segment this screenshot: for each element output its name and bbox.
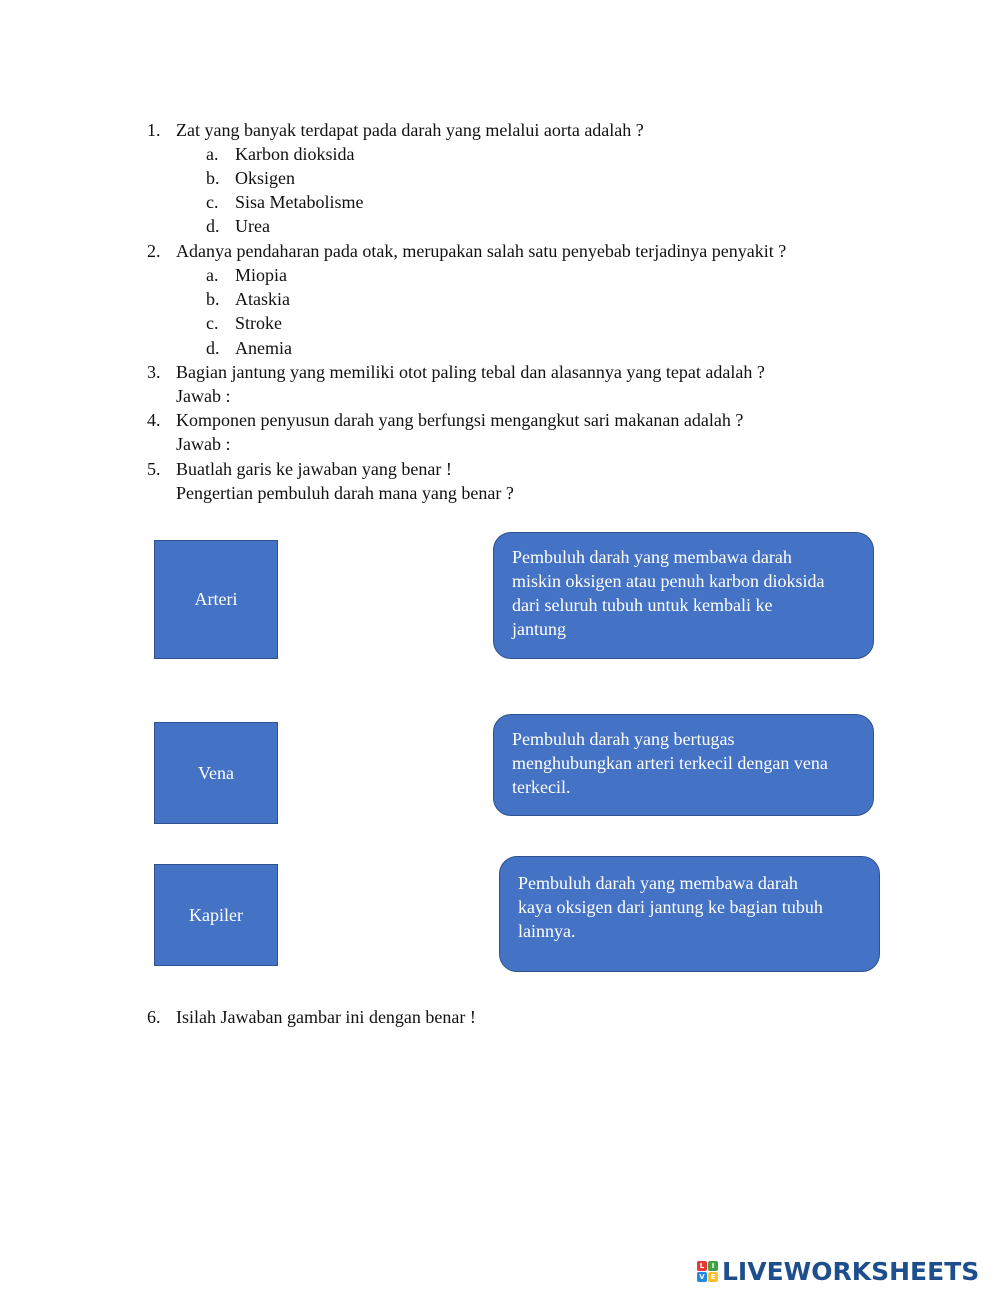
question-1-number: 1.	[147, 120, 161, 140]
q1-option-d[interactable]: Urea	[235, 216, 270, 236]
term-arteri[interactable]: Arteri	[154, 540, 278, 659]
question-2-number: 2.	[147, 241, 161, 261]
question-2-text: Adanya pendaharan pada otak, merupakan salah satu penyebab terjadinya penyakit ?	[176, 241, 787, 261]
definition-2-line-1: Pembuluh darah yang bertugas	[512, 729, 735, 749]
q2-option-c-letter: c.	[206, 313, 219, 333]
definition-3[interactable]	[499, 856, 880, 972]
question-4-number: 4.	[147, 410, 161, 430]
logo-cubes-icon	[697, 1261, 718, 1282]
question-3-answer-label: Jawab :	[176, 386, 231, 406]
q2-option-d-letter: d.	[206, 338, 220, 358]
q2-option-b-letter: b.	[206, 289, 220, 309]
definition-1-line-2: miskin oksigen atau penuh karbon dioksida	[512, 571, 825, 591]
definition-1[interactable]	[493, 532, 874, 659]
q1-option-a[interactable]: Karbon dioksida	[235, 144, 355, 164]
term-vena[interactable]: Vena	[154, 722, 278, 824]
definition-2-line-3: terkecil.	[512, 777, 571, 797]
q1-option-d-letter: d.	[206, 216, 220, 236]
q2-option-a[interactable]: Miopia	[235, 265, 287, 285]
question-3-number: 3.	[147, 362, 161, 382]
logo-cube-i: I	[708, 1261, 718, 1271]
question-5-number: 5.	[147, 459, 161, 479]
definition-3-line-3: lainnya.	[518, 921, 576, 941]
term-kapiler[interactable]: Kapiler	[154, 864, 278, 966]
question-5-subtext: Pengertian pembuluh darah mana yang benar ?	[176, 483, 514, 503]
logo-cube-l: L	[697, 1261, 707, 1271]
definition-1-line-3: dari seluruh tubuh untuk kembali ke	[512, 595, 773, 615]
question-5-text: Buatlah garis ke jawaban yang benar !	[176, 459, 452, 479]
q1-option-b-letter: b.	[206, 168, 220, 188]
definition-3-line-2: kaya oksigen dari jantung ke bagian tubuh	[518, 897, 823, 917]
q1-option-c[interactable]: Sisa Metabolisme	[235, 192, 364, 212]
question-4-text: Komponen penyusun darah yang berfungsi mengangkut sari makanan adalah ?	[176, 410, 744, 430]
q1-option-b[interactable]: Oksigen	[235, 168, 295, 188]
question-1-text: Zat yang banyak terdapat pada darah yang melalui aorta adalah ?	[176, 120, 644, 140]
q1-option-a-letter: a.	[206, 144, 219, 164]
q1-option-c-letter: c.	[206, 192, 219, 212]
question-6-number: 6.	[147, 1007, 161, 1027]
question-3-text: Bagian jantung yang memiliki otot paling tebal dan alasannya yang tepat adalah ?	[176, 362, 765, 382]
q2-option-b[interactable]: Ataskia	[235, 289, 290, 309]
q2-option-d[interactable]: Anemia	[235, 338, 292, 358]
definition-1-line-4: jantung	[512, 619, 566, 639]
definition-1-line-1: Pembuluh darah yang membawa darah	[512, 547, 792, 567]
logo-cube-e: E	[708, 1272, 718, 1282]
definition-2[interactable]	[493, 714, 874, 816]
logo-text: LIVEWORKSHEETS	[722, 1256, 980, 1286]
definition-3-line-1: Pembuluh darah yang membawa darah	[518, 873, 798, 893]
liveworksheets-logo	[697, 1256, 979, 1286]
q2-option-a-letter: a.	[206, 265, 219, 285]
q2-option-c[interactable]: Stroke	[235, 313, 282, 333]
logo-cube-v: V	[697, 1272, 707, 1282]
question-4-answer-label: Jawab :	[176, 434, 231, 454]
question-6-text: Isilah Jawaban gambar ini dengan benar !	[176, 1007, 476, 1027]
definition-2-line-2: menghubungkan arteri terkecil dengan vena	[512, 753, 828, 773]
